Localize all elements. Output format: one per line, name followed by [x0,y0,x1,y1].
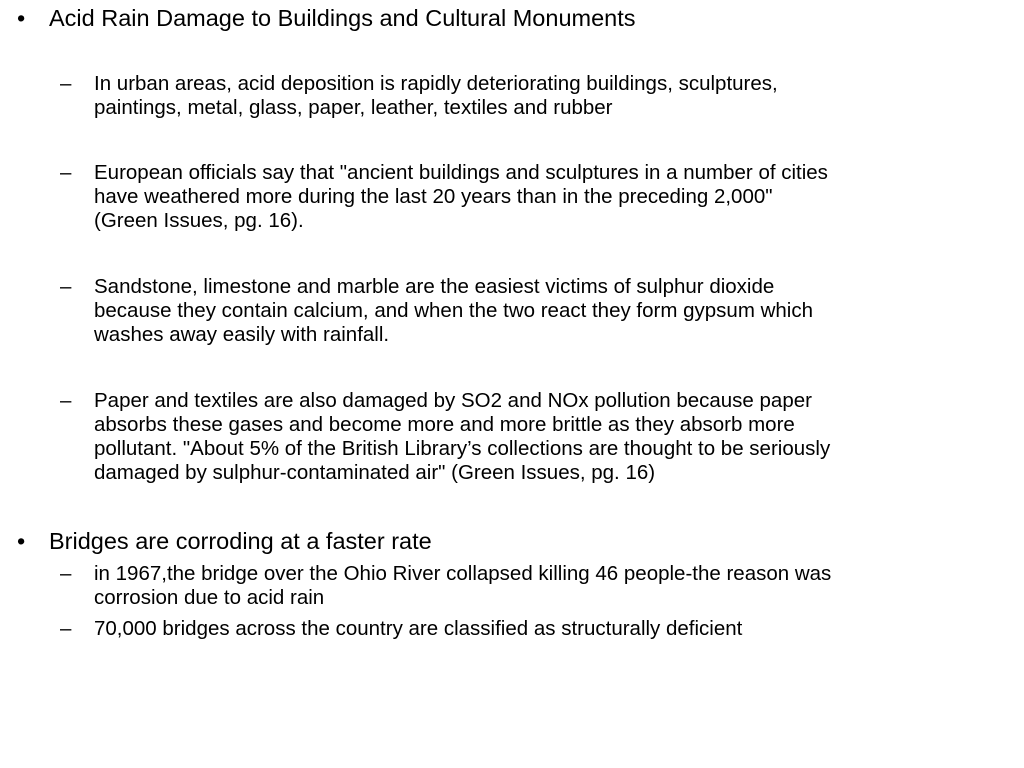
subitem-text [94,72,1019,120]
text-line: because they contain calcium, and when the two react they form gypsum which [94,299,814,322]
text-line: absorbs these gases and become more and more brittle as they absorb more [94,413,795,436]
text-line: pollutant. "About 5% of the British Library’s collections are thought to be seriously [94,437,831,460]
subitem-text [94,161,1019,233]
text-line: corrosion due to acid rain [94,586,325,609]
text-line: Sandstone, limestone and marble are the easiest victims of sulphur dioxide [94,275,775,298]
bullet-marker: • [17,5,26,31]
text-line: Paper and textiles are also damaged by SO2 and NOx pollution because paper [94,389,812,412]
dash-marker: – [60,389,72,412]
text-line: (Green Issues, pg. 16). [94,209,304,232]
text-line: have weathered more during the last 20 years than in the preceding 2,000" [94,185,773,208]
subitem-text [94,275,1019,347]
dash-marker: – [60,161,72,184]
bullet-marker: • [17,528,26,554]
text-line: damaged by sulphur-contaminated air" (Green Issues, pg. 16) [94,461,656,484]
dash-marker: – [60,617,72,640]
dash-marker: – [60,275,72,298]
subitem-text [94,389,1019,485]
subitem-text [94,562,1019,610]
bullet-text: Bridges are corroding at a faster rate [49,528,432,554]
text-line: paintings, metal, glass, paper, leather, textiles and rubber [94,96,613,119]
dash-marker: – [60,72,72,95]
text-line: In urban areas, acid deposition is rapidly deteriorating buildings, sculptures, [94,72,778,95]
text-line: in 1967,the bridge over the Ohio River collapsed killing 46 people-the reason was [94,562,832,585]
text-line: 70,000 bridges across the country are classified as structurally deficient [94,617,743,640]
text-line: washes away easily with rainfall. [94,323,390,346]
bullet-text: Acid Rain Damage to Buildings and Cultural Monuments [49,5,636,31]
dash-marker: – [60,562,72,585]
subitem-text [94,617,1019,641]
text-line: European officials say that "ancient buildings and sculptures in a number of cities [94,161,828,184]
